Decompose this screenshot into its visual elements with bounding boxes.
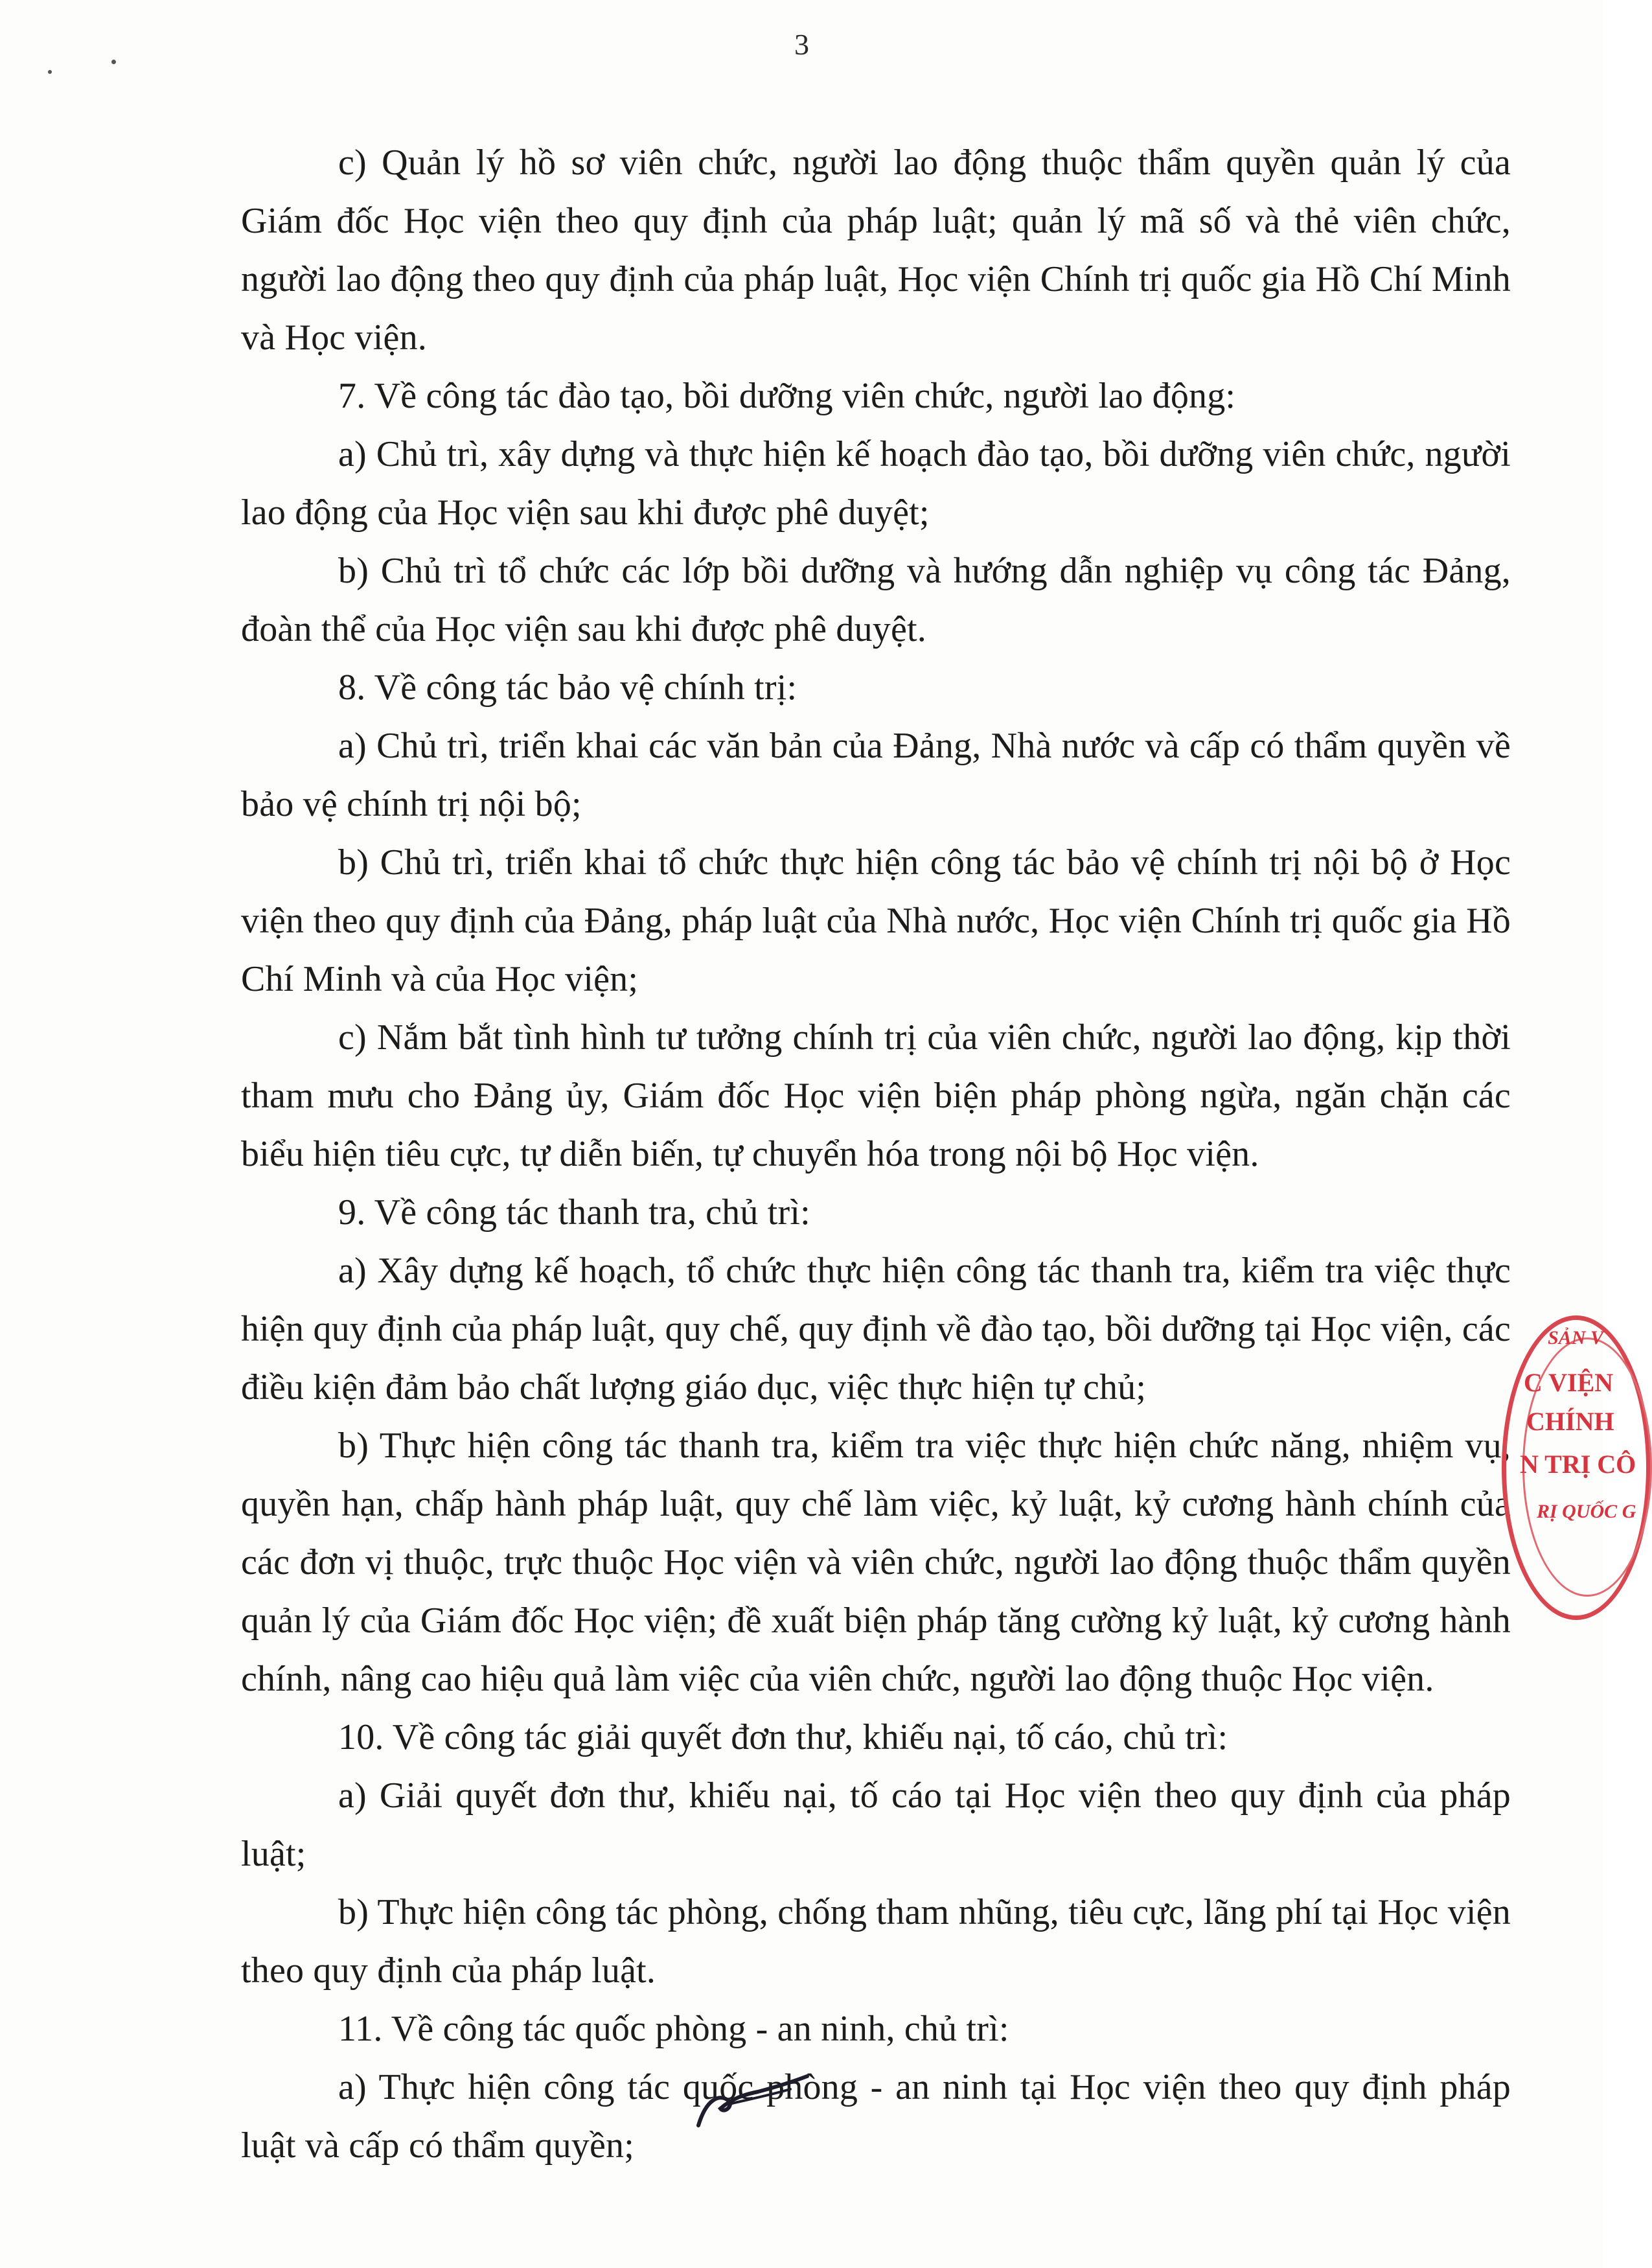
seal-text-line: N TRỊ CÔ <box>1520 1450 1636 1479</box>
scan-artifact-dot <box>48 70 52 74</box>
paragraph-9b: b) Thực hiện công tác thanh tra, kiểm tra việc thực hiện chức năng, nhiệm vụ, quyền hạn, chấp hành pháp luật, quy chế làm việc, kỷ luật, kỷ cương hành chính của các đơn vị thuộc, trực thuộc Học viện và viên chức, người lao động thuộc thẩm quyền quản lý của Giám đốc Học viện; đề xuất biện pháp tăng cường kỷ luật, kỷ cương hành chính, nâng cao hiệu quả làm việc của viên chức, người lao động thuộc Học viện. <box>241 1426 1511 1699</box>
seal-text-line: C VIỆN <box>1524 1368 1614 1397</box>
paragraph-10b: b) Thực hiện công tác phòng, chống tham nhũng, tiêu cực, lãng phí tại Học viện theo quy định của pháp luật. <box>241 1892 1511 1991</box>
section-10-heading: 10. Về công tác giải quyết đơn thư, khiếu nại, tố cáo, chủ trì: <box>338 1717 1228 1757</box>
section-7-heading: 7. Về công tác đào tạo, bồi dưỡng viên chức, người lao động: <box>338 376 1236 416</box>
paragraph-8b: b) Chủ trì, triển khai tổ chức thực hiện công tác bảo vệ chính trị nội bộ ở Học viện theo quy định của Đảng, pháp luật của Nhà nước, Học viện Chính trị quốc gia Hồ Chí Minh và của Học viện; <box>241 842 1511 999</box>
initials-signature-icon <box>693 2061 810 2132</box>
seal-text-line: SẢN V <box>1548 1327 1603 1348</box>
page-number: 3 <box>794 28 809 61</box>
paragraph-9a: a) Xây dựng kế hoạch, tổ chức thực hiện công tác thanh tra, kiểm tra việc thực hiện quy định của pháp luật, quy chế, quy định về đào tạo, bồi dưỡng tại Học viện, các điều kiện đảm bảo chất lượng giáo dục, việc thực hiện tự chủ; <box>241 1251 1511 1407</box>
section-11-heading: 11. Về công tác quốc phòng - an ninh, chủ trì: <box>338 2009 1009 2049</box>
paragraph-10a: a) Giải quyết đơn thư, khiếu nại, tố cáo tại Học viện theo quy định của pháp luật; <box>241 1776 1511 1874</box>
section-9-heading: 9. Về công tác thanh tra, chủ trì: <box>338 1192 810 1232</box>
paragraph-6c: c) Quản lý hồ sơ viên chức, người lao động thuộc thẩm quyền quản lý của Giám đốc Học viện theo quy định của pháp luật; quản lý mã số và thẻ viên chức, người lao động theo quy định của pháp luật, Học viện Chính trị quốc gia Hồ Chí Minh và Học viện. <box>241 143 1511 358</box>
seal-text-line: RỊ QUỐC G <box>1537 1501 1636 1522</box>
paragraph-7a: a) Chủ trì, xây dựng và thực hiện kế hoạch đào tạo, bồi dưỡng viên chức, người lao động của Học viện sau khi được phê duyệt; <box>241 434 1511 533</box>
seal-text-line: CHÍNH <box>1526 1407 1614 1436</box>
paragraph-8c: c) Nắm bắt tình hình tư tưởng chính trị của viên chức, người lao động, kịp thời tham mưu cho Đảng ủy, Giám đốc Học viện biện pháp phòng ngừa, ngăn chặn các biểu hiện tiêu cực, tự diễn biến, tự chuyển hóa trong nội bộ Học viện. <box>241 1017 1511 1174</box>
paragraph-8a: a) Chủ trì, triển khai các văn bản của Đảng, Nhà nước và cấp có thẩm quyền về bảo vệ chính trị nội bộ; <box>241 726 1511 824</box>
document-body <box>241 133 1511 2175</box>
section-8-heading: 8. Về công tác bảo vệ chính trị: <box>338 667 797 708</box>
paragraph-11a: a) Thực hiện công tác quốc phòng - an ninh tại Học viện theo quy định pháp luật và cấp có thẩm quyền; <box>241 2067 1511 2166</box>
paragraph-7b: b) Chủ trì tổ chức các lớp bồi dưỡng và hướng dẫn nghiệp vụ công tác Đảng, đoàn thể của Học viện sau khi được phê duyệt. <box>241 551 1511 649</box>
